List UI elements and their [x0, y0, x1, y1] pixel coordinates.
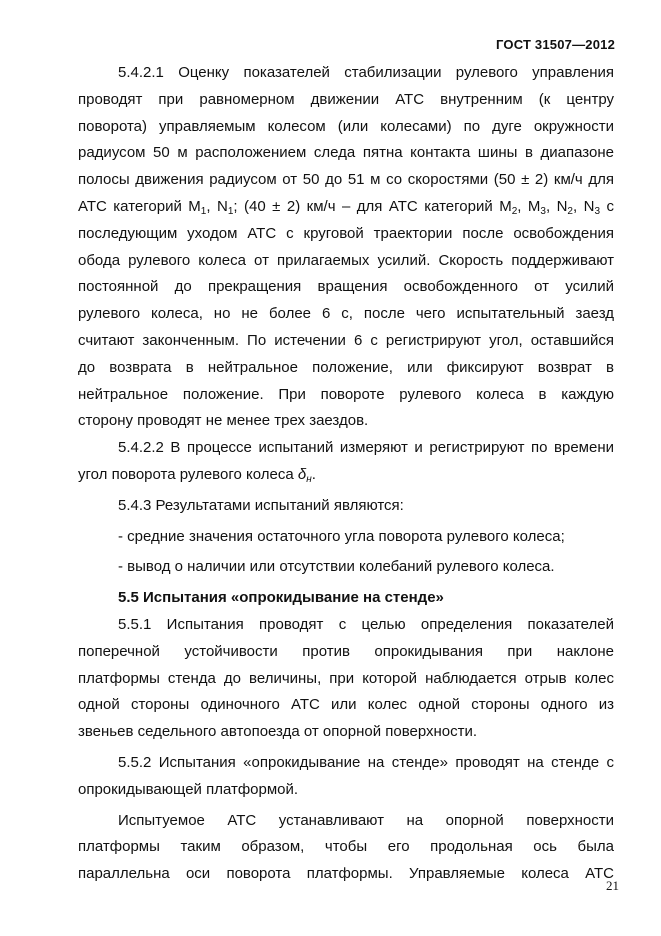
text-line: опрокидывающей платформой. — [78, 780, 299, 798]
text-line: Испытуемое АТС устанавливают на опорной поверхности — [118, 811, 614, 829]
text-line: 5.4.2.1 Оценку показателей стабилизации рулевого управления — [118, 64, 614, 81]
standard-header: ГОСТ 31507—2012 — [496, 37, 615, 52]
document-body — [78, 60, 614, 888]
text-line: 5.4.3 Результатами испытаний являются: — [118, 496, 404, 514]
page-number: 21 — [606, 878, 619, 893]
text-line: поворота) управляемым колесом (или колесами) по дуге окружности — [78, 117, 614, 135]
text-line: сторону проводят не менее трех заездов. — [78, 412, 369, 430]
list-item: - средние значения остаточного угла поворота рулевого колеса; — [118, 527, 565, 545]
text-line: полосы движения радиусом от 50 до 51 м со скоростями (50 ± 2) км/ч для — [78, 171, 614, 189]
text-line: 5.5.2 Испытания «опрокидывание на стенде» проводят на стенде с — [118, 753, 614, 771]
text-line: платформы стенда до величины, при которой наблюдается отрыв колес — [78, 669, 614, 687]
section-heading: 5.5 Испытания «опрокидывание на стенде» — [118, 589, 444, 607]
text-line: поперечной устойчивости против опрокидывания при наклоне — [78, 642, 614, 660]
text-line: считают законченным. По истечении 6 с регистрируют угол, оставшийся — [78, 331, 614, 349]
text-line: постоянной до прекращения вращения освобожденного от усилий — [78, 278, 614, 296]
text-line: платформы таким образом, чтобы его продольная ось была — [78, 838, 614, 856]
text-line: радиусом 50 м расположением следа пятна контакта шины в диапазоне — [78, 144, 614, 162]
delta-symbol: δ — [297, 465, 307, 483]
text-line: до возврата в нейтральное положение, или фиксируют возврат в — [78, 358, 614, 376]
text-line: 5.4.2.2 В процессе испытаний измеряют и регистрируют по времени — [118, 439, 614, 457]
list-item: - вывод о наличии или отсутствии колебаний рулевого колеса. — [118, 558, 555, 576]
text-line: параллельна оси поворота платформы. Управляемые колеса АТС — [78, 865, 614, 883]
text-line: звеньев седельного автопоезда от опорной поверхности. — [78, 723, 478, 741]
text-line: 5.5.1 Испытания проводят с целью определения показателей — [118, 615, 614, 633]
text-line: нейтральное положение. При повороте рулевого колеса в каждую — [78, 385, 614, 403]
text-line: последующим уходом АТС с круговой траектории после освобождения — [78, 224, 614, 242]
text-line: обода рулевого колеса от прилагаемых усилий. Скорость поддерживают — [78, 251, 614, 269]
text-line: одной стороны одиночного АТС или колес одной стороны одного из — [78, 696, 614, 714]
text-line: рулевого колеса, но не более 6 с, после чего испытательный заезд — [78, 305, 614, 323]
text-line-with-subscripts: АТС категорий $M_1$, $N_1$; (40 ± 2) км/ч – для АТС категорий $M_2$, $M_3$, $N_2$, $N_3$ с — [78, 197, 614, 217]
text-line: проводят при равномерном движении АТС внутренним (к центру — [78, 90, 614, 108]
text-line-with-symbol: угол поворота рулевого колеса $\delta_н$. — [78, 465, 316, 485]
